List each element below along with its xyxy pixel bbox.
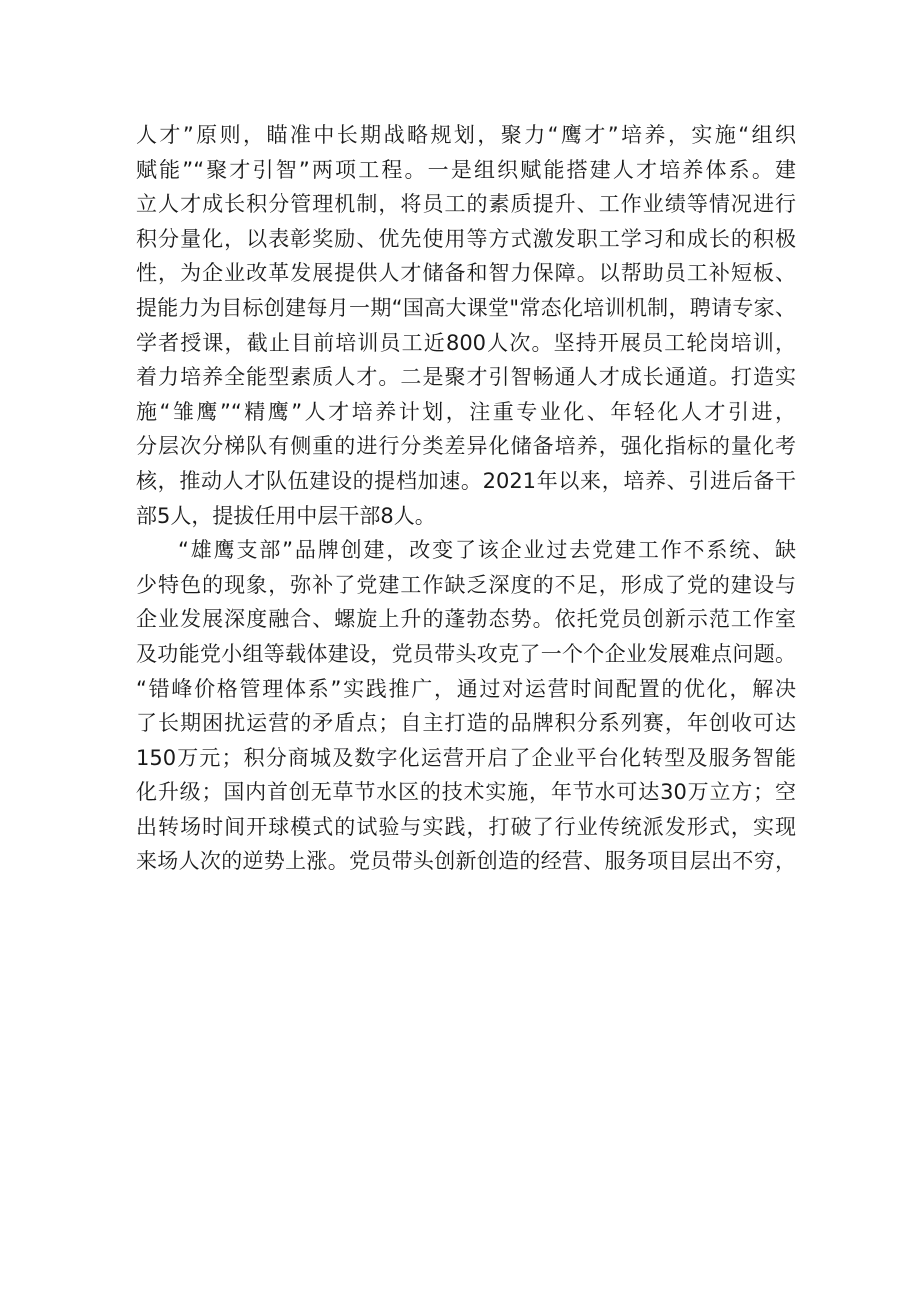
text-line: 提能力为目标创建每月一期“国高大课堂"常态化培训机制，聘请专家、 (136, 295, 796, 320)
text-line: 学者授课，截止目前培训员工近800人次。坚持开展员工轮岗培训， (136, 330, 796, 355)
paragraph-1 (136, 118, 796, 533)
text-line: “错峰价格管理体系”实践推广，通过对运营时间配置的优化，解决 (136, 676, 796, 701)
text-line: 出转场时间开球模式的试验与实践，打破了行业传统派发形式，实现 (136, 814, 796, 839)
text-line: 了长期困扰运营的矛盾点；自主打造的品牌积分系列赛，年创收可达 (136, 711, 796, 736)
paragraph-2 (136, 533, 796, 879)
text-line: “雄鹰支部”品牌创建，改变了该企业过去党建工作不系统、缺 (178, 538, 796, 563)
text-line: 核，推动人才队伍建设的提档加速。2021年以来，培养、引进后备干 (136, 468, 796, 493)
text-line: 企业发展深度融合、螺旋上升的蓬勃态势。依托党员创新示范工作室 (136, 607, 796, 632)
text-line: 部5人，提拔任用中层干部8人。 (136, 503, 436, 528)
body-text (136, 118, 796, 879)
text-line: 人才”原则，瞄准中长期战略规划，聚力“鹰才”培养，实施“组织 (136, 123, 796, 147)
text-line: 及功能党小组等载体建设，党员带头攻克了一个个企业发展难点问题。 (136, 641, 796, 666)
text-line: 150万元；积分商城及数字化运营开启了企业平台化转型及服务智能 (136, 745, 796, 770)
text-line: 着力培养全能型素质人才。二是聚才引智畅通人才成长通道。打造实 (136, 365, 796, 390)
text-line: 化升级；国内首创无草节水区的技术实施，年节水可达30万立方；空 (136, 780, 796, 805)
text-line: 分层次分梯队有侧重的进行分类差异化储备培养，强化指标的量化考 (136, 434, 796, 459)
text-line: 赋能”“聚才引智”两项工程。一是组织赋能搭建人才培养体系。建 (136, 157, 796, 182)
text-line: 性，为企业改革发展提供人才储备和智力保障。以帮助员工补短板、 (136, 261, 796, 286)
text-line: 少特色的现象，弥补了党建工作缺乏深度的不足，形成了党的建设与 (136, 572, 796, 597)
text-line: 来场人次的逆势上涨。党员带头创新创造的经营、服务项目层出不穷， (136, 849, 796, 874)
text-line: 积分量化，以表彰奖励、优先使用等方式激发职工学习和成长的积极 (136, 226, 796, 251)
text-line: 施“雏鹰”“精鹰”人才培养计划，注重专业化、年轻化人才引进， (136, 399, 796, 424)
text-line: 立人才成长积分管理机制，将员工的素质提升、工作业绩等情况进行 (136, 192, 796, 217)
